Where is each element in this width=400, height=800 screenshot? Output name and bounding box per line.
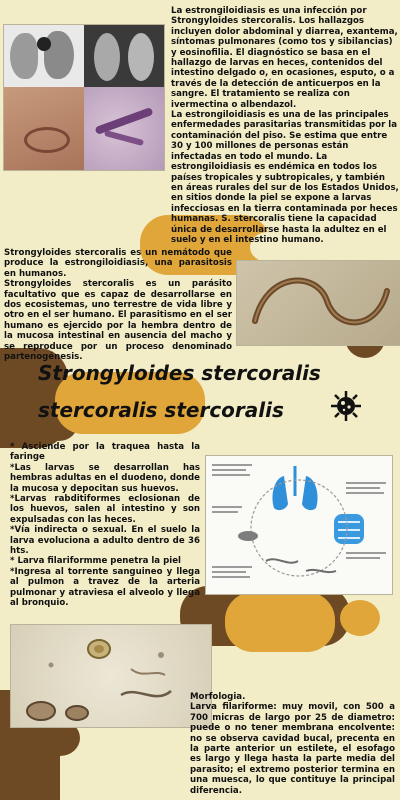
skin-rash-image bbox=[4, 87, 84, 170]
larva-shape bbox=[237, 261, 400, 345]
chest-xray-image bbox=[84, 25, 164, 87]
cycle-item: *Vía indirecta o sexual. En el suelo la larva evoluciona a adulto dentro de 36 hts. bbox=[10, 525, 200, 557]
life-cycle-list bbox=[10, 442, 200, 609]
intro-text bbox=[171, 6, 399, 245]
middle-text bbox=[4, 248, 232, 362]
larvae-microscopy-photo bbox=[10, 624, 212, 728]
larva-photo bbox=[236, 260, 400, 346]
medical-image-collage bbox=[3, 24, 165, 171]
middle-paragraph-1: Strongyloides stercoralis es un nemátodo que produce la estrongiloidiasis, una parasitosis en humanos. bbox=[4, 248, 232, 279]
intro-paragraph-1: La estrongiloidiasis es una infección por Strongyloides stercoralis. Los hallazgos incluyen dolor abdominal y diarrea, exantema, síntomas pulmonares (como tos y sibilancias) y eosinofilia. El diagnóstico se basa en el hallazgo de larvas en heces, contenidos del intestino delgado o, en ocasiones, esputo, o a través de la detección de anticuerpos en la sangre. El tratamiento se realiza con ivermectina o albendazol. bbox=[171, 6, 398, 110]
morphology-body: Larva filariforme: muy movil, con 500 a 700 micras de largo por 25 de diametro: puede o no tener membrana encolvente: no se observa cavidad bucal, precenta en la parte anterior un estilete, el esofago es largo y llega hasta la parte media del parasito; el extremo posterior termina en una muesca, lo que contituye la principal diferencia. bbox=[190, 702, 395, 796]
title-line-1: Strongyloides stercoralis bbox=[38, 361, 321, 385]
intro-paragraph-2: La estrongiloidiasis es una de las principales enfermedades parasitarias transmitidas por la contaminación del piso. Se estima que entre 30 y 100 millones de personas están infectadas en todo el mundo. La estrongiloidiasis es endémica en todos los países tropicales y subtropicales, y también en áreas rurales del sur de los Estados Unidos, en sitios donde la piel se expone a larvas infecciosas en la tierra contaminada por heces humanas. S. stercoralis tiene la capacidad única de desarrollarse hasta la adultez en el suelo y en el intestino humano. bbox=[171, 110, 399, 245]
microscopy-image bbox=[84, 87, 164, 170]
title-line-2: stercoralis stercoralis bbox=[38, 398, 284, 422]
cycle-item: *Larvas rabditiformes eclosionan de los huevos, salen al intestino y son expulsadas con las heces. bbox=[10, 494, 200, 525]
morphology-text bbox=[190, 692, 395, 796]
cycle-item: * Asciende por la traquea hasta la faringe bbox=[10, 442, 200, 463]
puzzle-piece-gold-lower bbox=[225, 592, 335, 652]
puzzle-knob bbox=[340, 600, 380, 636]
cycle-item: * Larva filariformme penetra la piel bbox=[10, 556, 181, 567]
life-cycle-diagram-image bbox=[205, 455, 393, 595]
middle-paragraph-2: Strongyloides stercoralis es un parásito facultativo que es capaz de desarrollarse en dos ecosistemas, uno terrestre de vida libre y otro en el ser humano. El parasitismo en el ser humano es ejercido por la hembra dentro de la mucosa intestinal en ausencia del macho y se reproduce por un proceso denominado partenogénesis. bbox=[4, 279, 232, 363]
cycle-item: *Ingresa al torrente sanguineo y llega al pulmon a travez de la arteria pulmonar y atraviesa el alveolo y llega al bronquio. bbox=[10, 566, 200, 609]
morphology-heading: Morfologia. bbox=[190, 692, 246, 702]
virus-icon bbox=[330, 390, 362, 422]
lung-scan-image bbox=[4, 25, 84, 87]
cycle-item: *Las larvas se desarrollan has hembras adultas en el duodeno, donde la mucosa y depocitan sus huevos. bbox=[10, 462, 200, 494]
